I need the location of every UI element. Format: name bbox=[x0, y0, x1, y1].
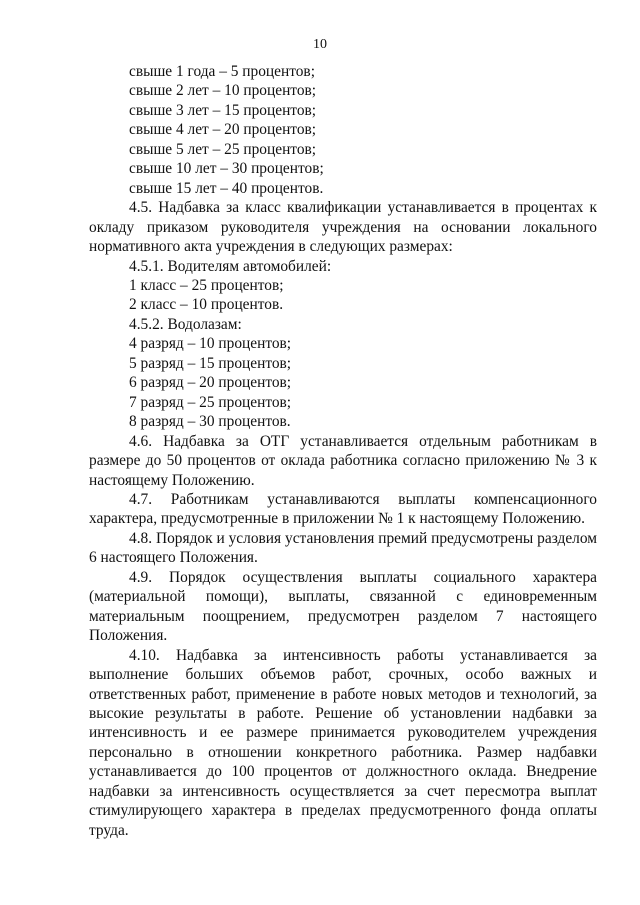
driver-class-item: 1 класс – 25 процентов; bbox=[129, 276, 284, 294]
paragraph-4-7: 4.7. Работникам устанавливаются выплаты компенсационного характера, предусмотренные в приложении № 1 к настоящему Положению. bbox=[89, 490, 597, 528]
diver-rank-item: 7 разряд – 25 процентов; bbox=[129, 393, 292, 411]
seniority-item: свыше 3 лет – 15 процентов; bbox=[129, 101, 317, 119]
paragraph-4-5-2: 4.5.2. Водолазам: bbox=[129, 315, 242, 333]
driver-class-item: 2 класс – 10 процентов. bbox=[129, 296, 284, 314]
seniority-item: свыше 10 лет – 30 процентов; bbox=[129, 160, 324, 178]
diver-rank-item: 4 разряд – 10 процентов; bbox=[129, 335, 292, 353]
document-body bbox=[89, 62, 597, 840]
diver-rank-item: 6 разряд – 20 процентов; bbox=[129, 374, 292, 392]
diver-rank-item: 5 разряд – 15 процентов; bbox=[129, 354, 292, 372]
paragraph-4-10: 4.10. Надбавка за интенсивность работы устанавливается за выполнение больших объемов работ, срочных, особо важных и ответственных работ, применение в работе новых методов и технологий, за высокие результаты в работе. Решение об установлении надбавки за интенсивность и ее размере принимается руководителем учреждения персонально в отношении конкретного работника. Размер надбавки устанавливается до 100 процентов от должностного оклада. Внедрение надбавки за интенсивность осуществляется за счет пересмотра выплат стимулирующего характера в пределах предусмотренного фонда оплаты труда. bbox=[89, 646, 597, 839]
paragraph-4-9: 4.9. Порядок осуществления выплаты социального характера (материальной помощи), выплаты, связанной с единовременным материальным поощрением, предусмотрен разделом 7 настоящего Положения. bbox=[89, 568, 597, 645]
seniority-item: свыше 1 года – 5 процентов; bbox=[129, 63, 315, 80]
seniority-item: свыше 4 лет – 20 процентов; bbox=[129, 121, 317, 139]
seniority-item: свыше 15 лет – 40 процентов. bbox=[129, 179, 324, 197]
paragraph-4-6: 4.6. Надбавка за ОТГ устанавливается отдельным работникам в размере до 50 процентов от оклада работника согласно приложению № 3 к настоящему Положению. bbox=[89, 432, 597, 489]
diver-rank-item: 8 разряд – 30 процентов. bbox=[129, 413, 291, 431]
page-number: 10 bbox=[313, 37, 327, 52]
seniority-item: свыше 5 лет – 25 процентов; bbox=[129, 140, 317, 158]
paragraph-4-8: 4.8. Порядок и условия установления премий предусмотрены разделом 6 настоящего Положения. bbox=[89, 529, 597, 567]
seniority-item: свыше 2 лет – 10 процентов; bbox=[129, 82, 317, 100]
paragraph-4-5-1: 4.5.1. Водителям автомобилей: bbox=[129, 257, 332, 275]
paragraph-4-5: 4.5. Надбавка за класс квалификации устанавливается в процентах к окладу приказом руководителя учреждения на основании локального нормативного акта учреждения в следующих размерах: bbox=[89, 199, 597, 256]
